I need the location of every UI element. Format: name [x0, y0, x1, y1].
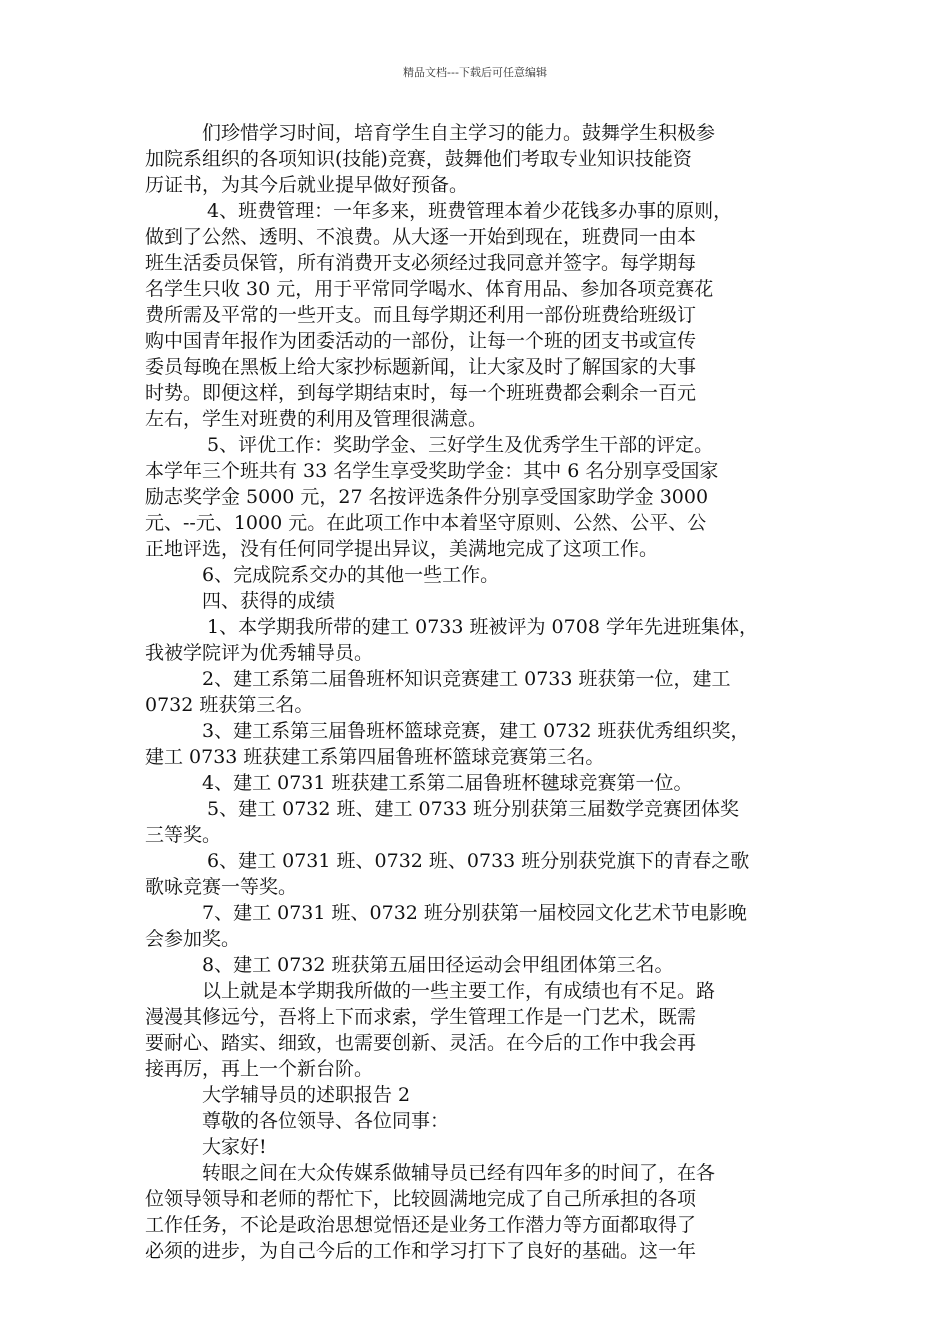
text-line: 正地评选，没有任何同学提出异议，美满地完成了这项工作。 — [145, 538, 659, 560]
text-line: 励志奖学金 5000 元，27 名按评选条件分别享受国家助学金 3000 — [145, 486, 709, 508]
text-line: 5、评优工作：奖助学金、三好学生及优秀学生干部的评定。 — [207, 434, 714, 456]
text-line: 要耐心、踏实、细致，也需要创新、灵活。在今后的工作中我会再 — [145, 1032, 697, 1054]
text-line: 购中国青年报作为团委活动的一部份，让每一个班的团支书或宣传 — [145, 330, 697, 352]
text-line: 位领导领导和老师的帮忙下，比较圆满地完成了自己所承担的各项 — [145, 1188, 697, 1210]
text-line: 会参加奖。 — [145, 928, 241, 950]
text-line: 歌咏竞赛一等奖。 — [145, 876, 298, 898]
text-line: 班生活委员保管，所有消费开支必须经过我同意并签字。每学期每 — [145, 252, 697, 274]
text-line: 6、建工 0731 班、0732 班、0733 班分别获党旗下的青春之歌 — [207, 850, 750, 872]
text-line: 漫漫其修远兮，吾将上下而求索，学生管理工作是一门艺术，既需 — [145, 1006, 697, 1028]
text-line: 以上就是本学期我所做的一些主要工作，有成绩也有不足。路 — [202, 980, 716, 1002]
text-line: 尊敬的各位领导、各位同事： — [202, 1110, 450, 1132]
text-line: 1、本学期我所带的建工 0733 班被评为 0708 学年先进班集体， — [207, 616, 758, 638]
text-line: 时势。即便这样，到每学期结束时，每一个班班费都会剩余一百元 — [145, 382, 697, 404]
text-line: 工作任务，不论是政治思想觉悟还是业务工作潜力等方面都取得了 — [145, 1214, 697, 1236]
text-line: 0732 班获第三名。 — [145, 694, 314, 716]
text-line: 5、建工 0732 班、建工 0733 班分别获第三届数学竞赛团体奖 — [207, 798, 739, 820]
text-line: 四、获得的成绩 — [202, 590, 336, 612]
text-line: 元、--元、1000 元。在此项工作中本着坚守原则、公然、公平、公 — [145, 512, 707, 534]
page-header: 精品文档---下载后可任意编辑 — [403, 66, 547, 79]
text-line: 6、完成院系交办的其他一些工作。 — [202, 564, 500, 586]
text-line: 费所需及平常的一些开支。而且每学期还利用一部份班费给班级订 — [145, 304, 697, 326]
text-line: 大家好! — [202, 1136, 267, 1158]
text-line: 转眼之间在大众传媒系做辅导员已经有四年多的时间了，在各 — [202, 1162, 716, 1184]
text-line: 左右，学生对班费的利用及管理很满意。 — [145, 408, 488, 430]
text-line: 7、建工 0731 班、0732 班分别获第一届校园文化艺术节电影晚 — [202, 902, 747, 924]
text-line: 加院系组织的各项知识(技能)竞赛，鼓舞他们考取专业知识技能资 — [145, 148, 692, 170]
text-line: 三等奖。 — [145, 824, 222, 846]
text-line: 必须的进步，为自己今后的工作和学习打下了良好的基础。这一年 — [145, 1240, 697, 1262]
text-line: 历证书，为其今后就业提早做好预备。 — [145, 174, 469, 196]
text-line: 大学辅导员的述职报告 2 — [202, 1084, 411, 1106]
text-line: 8、建工 0732 班获第五届田径运动会甲组团体第三名。 — [202, 954, 674, 976]
text-line: 本学年三个班共有 33 名学生享受奖助学金：其中 6 名分别享受国家 — [145, 460, 719, 482]
text-line: 3、建工系第三届鲁班杯篮球竞赛，建工 0732 班获优秀组织奖， — [202, 720, 750, 742]
text-line: 我被学院评为优秀辅导员。 — [145, 642, 374, 664]
text-line: 名学生只收 30 元，用于平常同学喝水、体育用品、参加各项竞赛花 — [145, 278, 714, 300]
text-line: 4、建工 0731 班获建工系第二届鲁班杯毽球竞赛第一位。 — [202, 772, 693, 794]
text-line: 2、建工系第二届鲁班杯知识竞赛建工 0733 班获第一位，建工 — [202, 668, 731, 690]
text-line: 们珍惜学习时间，培育学生自主学习的能力。鼓舞学生积极参 — [202, 122, 716, 144]
text-line: 4、班费管理：一年多来，班费管理本着少花钱多办事的原则， — [207, 200, 733, 222]
document-body — [145, 120, 813, 1264]
text-line: 做到了公然、透明、不浪费。从大逐一开始到现在，班费同一由本 — [145, 226, 697, 248]
text-line: 建工 0733 班获建工系第四届鲁班杯篮球竞赛第三名。 — [145, 746, 605, 768]
text-line: 委员每晚在黑板上给大家抄标题新闻，让大家及时了解国家的大事 — [145, 356, 697, 378]
text-line: 接再厉，再上一个新台阶。 — [145, 1058, 374, 1080]
